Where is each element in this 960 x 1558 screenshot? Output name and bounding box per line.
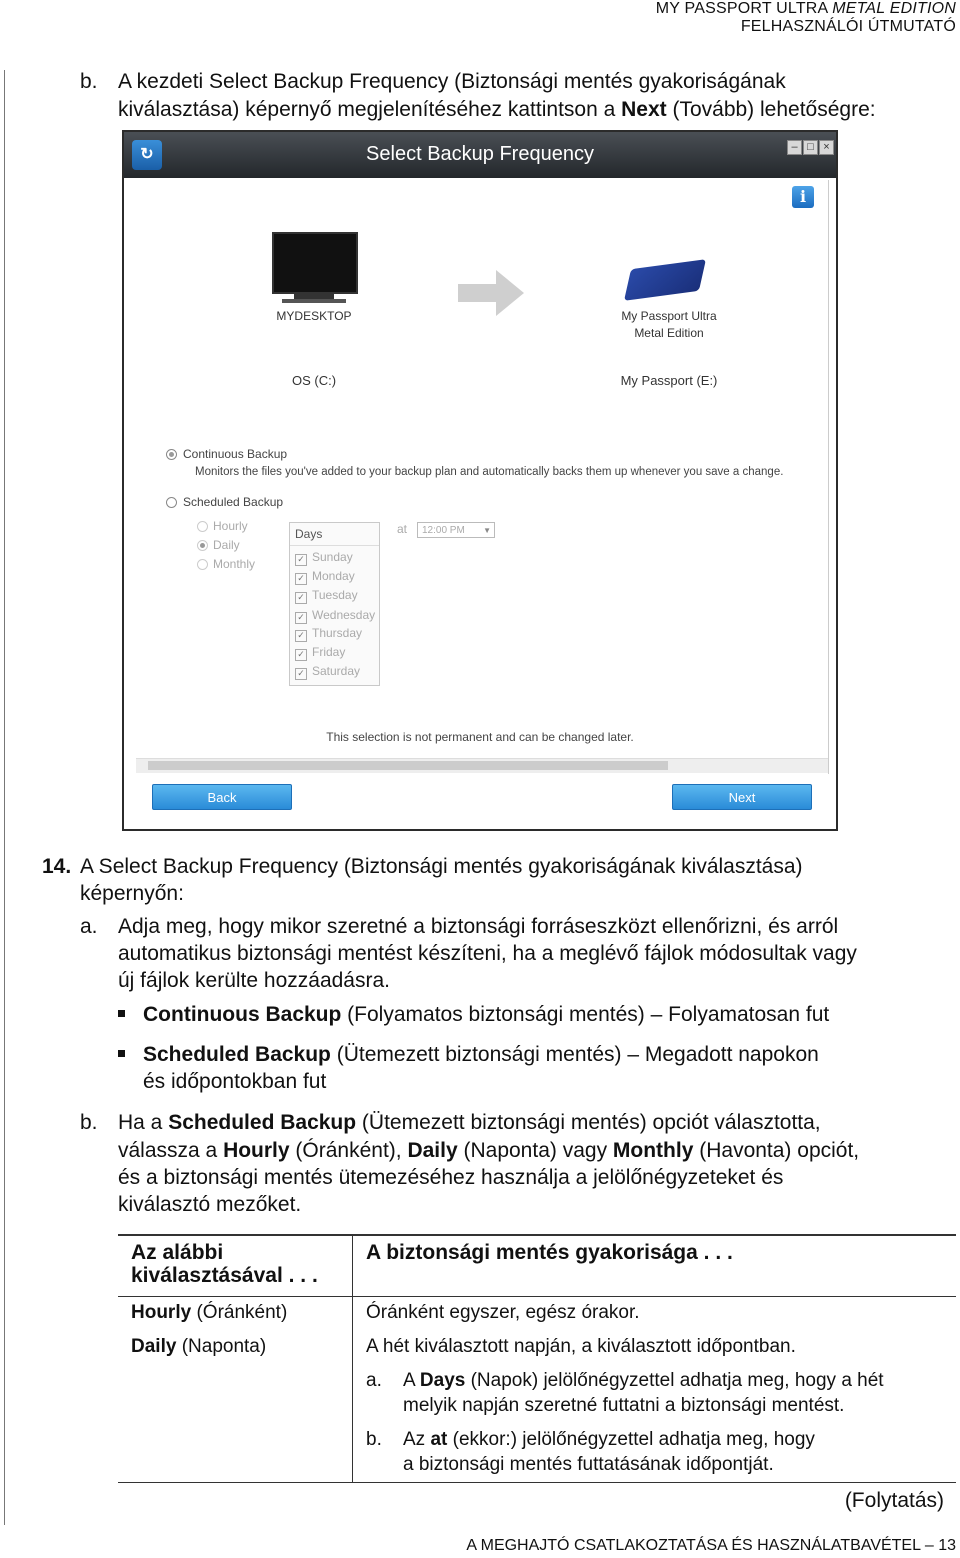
- title-bar: [124, 132, 836, 178]
- scheduled-label: Scheduled Backup: [183, 495, 284, 509]
- hourly-radio[interactable]: [197, 521, 208, 532]
- day-wednesday[interactable]: ✓ Wednesday: [295, 608, 375, 624]
- source-name: MYDESKTOP: [276, 309, 352, 323]
- selection-note: This selection is not permanent and can be changed later.: [326, 730, 634, 744]
- window-title: Select Backup Frequency: [366, 143, 594, 165]
- desktop-computer-icon: [272, 232, 358, 294]
- horizontal-scrollbar[interactable]: [136, 758, 828, 773]
- chevron-down-icon: ▼: [483, 526, 491, 535]
- at-label: at: [397, 522, 408, 536]
- backup-frequency-window: [122, 130, 838, 831]
- monthly-radio[interactable]: [197, 559, 208, 570]
- step-b2-line3: és a biztonsági mentés ütemezéséhez használja a jelölőnégyzeteket és: [118, 1166, 784, 1189]
- checkbox-checked-icon: ✓: [295, 649, 307, 661]
- bullet-scheduled-line2: és időpontokban fut: [143, 1070, 327, 1093]
- step-14-line1: A Select Backup Frequency (Biztonsági mentés gyakoriságának kiválasztása): [80, 855, 803, 878]
- margin-rule: [4, 70, 5, 1525]
- days-list: [289, 522, 380, 686]
- arrow-right-icon: [458, 268, 528, 318]
- monitor-base: [282, 299, 346, 303]
- table-row-daily-value: A hét kiválasztott napján, a kiválasztott időpontban.: [366, 1336, 796, 1357]
- step-14-marker: 14.: [42, 855, 72, 878]
- checkbox-checked-icon: ✓: [295, 573, 307, 585]
- days-header: Days: [290, 523, 379, 546]
- bullet-square-icon: [118, 1050, 125, 1057]
- step-b2-line4: kiválasztó mezőket.: [118, 1193, 302, 1216]
- app-icon: ↻: [132, 140, 162, 170]
- source-drive: OS (C:): [291, 373, 337, 388]
- checkbox-checked-icon: ✓: [295, 630, 307, 642]
- running-header: [656, 0, 956, 36]
- day-tuesday[interactable]: ✓ Tuesday: [295, 588, 358, 604]
- step-a-line2: automatikus biztonsági mentést készíteni, ha a meglévő fájlok módosultak vagy: [118, 942, 857, 965]
- hourly-label: Hourly: [213, 519, 248, 533]
- table-bottom-rule: [118, 1482, 956, 1483]
- day-friday[interactable]: ✓ Friday: [295, 645, 345, 661]
- target-name-line2: Metal Edition: [634, 326, 704, 340]
- bullet-scheduled: Scheduled Backup (Ütemezett biztonsági mentés) – Megadott napokon: [118, 1041, 819, 1068]
- table-sub-a-marker: a.: [366, 1370, 382, 1391]
- table-col2-header: A biztonsági mentés gyakorisága . . .: [366, 1241, 733, 1264]
- table-sub-b-marker: b.: [366, 1429, 382, 1450]
- step-b-line2: kiválasztása) képernyő megjelenítéséhez kattintson a Next (Tovább) lehetőségre:: [118, 98, 876, 121]
- step-b-marker: b.: [80, 70, 98, 93]
- table-row-daily-label: Daily (Naponta): [131, 1336, 267, 1357]
- table-row-hourly-label: Hourly (Óránként): [131, 1302, 288, 1323]
- header-edition: METAL EDITION: [832, 0, 956, 17]
- checkbox-checked-icon: ✓: [295, 554, 307, 566]
- close-icon[interactable]: ×: [819, 140, 834, 155]
- day-sunday[interactable]: ✓ Sunday: [295, 550, 353, 566]
- table-row-hourly-value: Óránként egyszer, egész órakor.: [366, 1302, 640, 1323]
- continued-note: (Folytatás): [844, 1489, 944, 1512]
- checkbox-checked-icon: ✓: [295, 612, 307, 624]
- bullet-square-icon: [118, 1010, 125, 1017]
- header-guide: FELHASZNÁLÓI ÚTMUTATÓ: [740, 18, 956, 35]
- table-col1-header-line1: Az alábbi: [131, 1241, 224, 1264]
- continuous-label: Continuous Backup: [183, 447, 288, 461]
- checkbox-checked-icon: ✓: [295, 668, 307, 680]
- daily-label: Daily: [213, 538, 240, 552]
- continuous-radio[interactable]: [166, 449, 177, 460]
- step-b-line1: A kezdeti Select Backup Frequency (Biztonsági mentés gyakoriságának: [118, 70, 786, 93]
- info-icon[interactable]: i: [792, 186, 814, 208]
- header-product: MY PASSPORT ULTRA: [655, 0, 833, 17]
- day-saturday[interactable]: ✓ Saturday: [295, 664, 360, 680]
- table-col1-header-line2: kiválasztásával . . .: [131, 1264, 318, 1287]
- minimize-icon[interactable]: –: [787, 140, 802, 155]
- step-a-line3: új fájlok kerülte hozzáadásra.: [118, 969, 390, 992]
- scheduled-radio[interactable]: [166, 497, 177, 508]
- step-b2-marker: b.: [80, 1111, 98, 1134]
- target-drive: My Passport (E:): [620, 373, 718, 388]
- target-name-line1: My Passport Ultra: [621, 309, 717, 323]
- step-14-line2: képernyőn:: [80, 882, 184, 905]
- next-button[interactable]: Next: [672, 784, 812, 810]
- table-top-rule: [118, 1234, 956, 1236]
- step-a-marker: a.: [80, 915, 98, 938]
- time-select[interactable]: 12:00 PM ▼: [417, 522, 495, 538]
- table-sub-a-line1: A Days (Napok) jelölőnégyzettel adhatja meg, hogy a hét: [403, 1370, 884, 1391]
- back-button[interactable]: Back: [152, 784, 292, 810]
- day-monday[interactable]: ✓ Monday: [295, 569, 355, 585]
- table-sub-a-line2: melyik napján szeretné futtatni a biztonsági mentést.: [403, 1395, 845, 1416]
- monthly-label: Monthly: [213, 557, 256, 571]
- running-footer: A MEGHAJTÓ CSATLAKOZTATÁSA ÉS HASZNÁLATBAVÉTEL – 13: [466, 1537, 956, 1554]
- checkbox-checked-icon: ✓: [295, 592, 307, 604]
- step-b2-line2: válassza a Hourly (Óránként), Daily (Naponta) vagy Monthly (Havonta) opciót,: [118, 1139, 860, 1162]
- daily-radio[interactable]: [197, 540, 208, 551]
- bullet-continuous: Continuous Backup (Folyamatos biztonsági mentés) – Folyamatosan fut: [118, 1001, 829, 1028]
- continuous-description: Monitors the files you've added to your backup plan and automatically backs them up whenever you save a change.: [195, 466, 784, 478]
- maximize-icon[interactable]: □: [803, 140, 818, 155]
- scrollbar-thumb[interactable]: [148, 761, 668, 770]
- step-a-line1: Adja meg, hogy mikor szeretné a biztonsági forráseszközt ellenőrizni, és arról: [118, 915, 839, 938]
- day-thursday[interactable]: ✓ Thursday: [295, 626, 362, 642]
- step-b2-line1: Ha a Scheduled Backup (Ütemezett biztonsági mentés) opciót választotta,: [118, 1111, 821, 1134]
- table-sub-b-line2: a biztonsági mentés futtatásának időpontját.: [403, 1454, 774, 1475]
- table-header-rule: [118, 1296, 956, 1297]
- table-sub-b-line1: Az at (ekkor:) jelölőnégyzettel adhatja meg, hogy: [403, 1429, 815, 1450]
- table-column-divider: [352, 1234, 353, 1483]
